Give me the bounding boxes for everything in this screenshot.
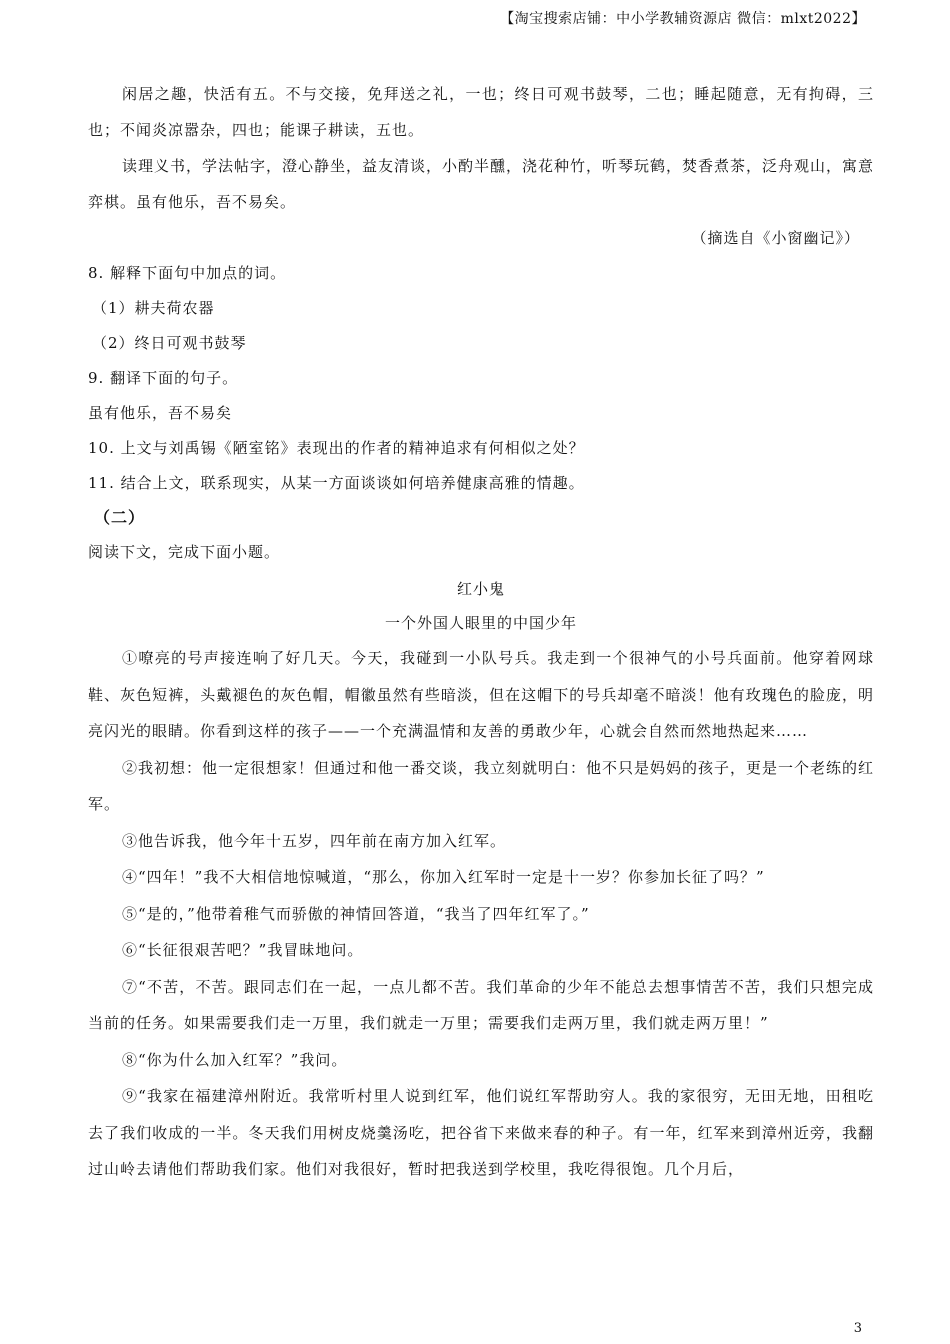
passage-source: （摘选自《小窗幽记》） xyxy=(691,229,860,247)
page-number: 3 xyxy=(853,1321,862,1336)
story-paragraph: ⑤“是的，”他带着稚气而骄傲的神情回答道，“我当了四年红军了。” xyxy=(122,904,590,923)
story-paragraph: ⑥“长征很艰苦吧？”我冒昧地问。 xyxy=(122,941,364,959)
section-instruction: 阅读下文，完成下面小题。 xyxy=(88,543,281,561)
story-paragraph: ②我初想：他一定很想家！但通过和他一番交谈，我立刻就明白：他不只是妈妈的孩子，更是一个老练的红军。 xyxy=(88,758,875,813)
passage-paragraph: 读理义书，学法帖字，澄心静坐，益友清谈，小酌半醺，浇花种竹，听琴玩鹤，焚香煮茶，泛舟观山，寓意弈棋。虽有他乐，吾不易矣。 xyxy=(88,157,875,211)
story-paragraph: ⑨“我家在福建漳州附近。我常听村里人说到红军，他们说红军帮助穷人。我的家很穷，无田无地，田租吃去了我们收成的一半。冬天我们用树皮烧羹汤吃，把谷省下来做来春的种子。有一年，红军来到漳州近旁，我翻过山岭去请他们帮助我们家。他们对我很好，暂时把我送到学校里，我吃得很饱。几个月后， xyxy=(88,1087,874,1178)
story-paragraph: ①嘹亮的号声接连响了好几天。今天，我碰到一小队号兵。我走到一个很神气的小号兵面前。他穿着网球鞋、灰色短裤，头戴褪色的灰色帽，帽徽虽然有些暗淡，但在这帽下的号兵却毫不暗淡！他有玫瑰色的脸庞，明亮闪光的眼睛。你看到这样的孩子——一个充满温情和友善的勇敢少年，心就会自然而然地热起来…… xyxy=(88,649,874,740)
section-heading: （二） xyxy=(94,508,146,527)
story-paragraph: ④“四年！”我不大相信地惊喊道，“那么，你加入红军时一定是十一岁？你参加长征了吗？” xyxy=(122,868,765,886)
question-9: 9. 翻译下面的句子。 xyxy=(88,369,239,387)
story-title: 红小鬼 xyxy=(456,580,505,598)
page-header: 【淘宝搜索店铺：中小学教辅资源店 微信：mlxt2022】 xyxy=(500,11,866,27)
story-paragraph: ③他告诉我，他今年十五岁，四年前在南方加入红军。 xyxy=(122,831,507,850)
question-8-part-2: （2）终日可观书鼓琴 xyxy=(92,334,247,352)
document-body xyxy=(88,76,874,1188)
question-8-part-1: （1）耕夫荷农器 xyxy=(92,299,215,317)
story-subtitle: 一个外国人眼里的中国少年 xyxy=(384,614,577,632)
passage-paragraph: 闲居之趣，快活有五。不与交接，免拜送之礼，一也；终日可观书鼓琴，二也；睡起随意，无有拘碍，三也；不闻炎凉嚣杂，四也；能课子耕读，五也。 xyxy=(88,85,874,139)
question-11: 11. 结合上文，联系现实，从某一方面谈谈如何培养健康高雅的情趣。 xyxy=(88,474,585,492)
question-9-sentence: 虽有他乐，吾不易矣 xyxy=(88,404,233,422)
story-paragraph: ⑧“你为什么加入红军？”我问。 xyxy=(122,1050,348,1069)
question-8: 8. 解释下面句中加点的词。 xyxy=(88,264,287,282)
question-10: 10. 上文与刘禹锡《陋室铭》表现出的作者的精神追求有何相似之处？ xyxy=(88,439,585,457)
story-paragraph: ⑦“不苦，不苦。跟同志们在一起，一点儿都不苦。我们革命的少年不能总去想事情苦不苦，我们只想完成当前的任务。如果需要我们走一万里，我们就走一万里；需要我们走两万里，我们就走两万里！” xyxy=(88,977,874,1032)
